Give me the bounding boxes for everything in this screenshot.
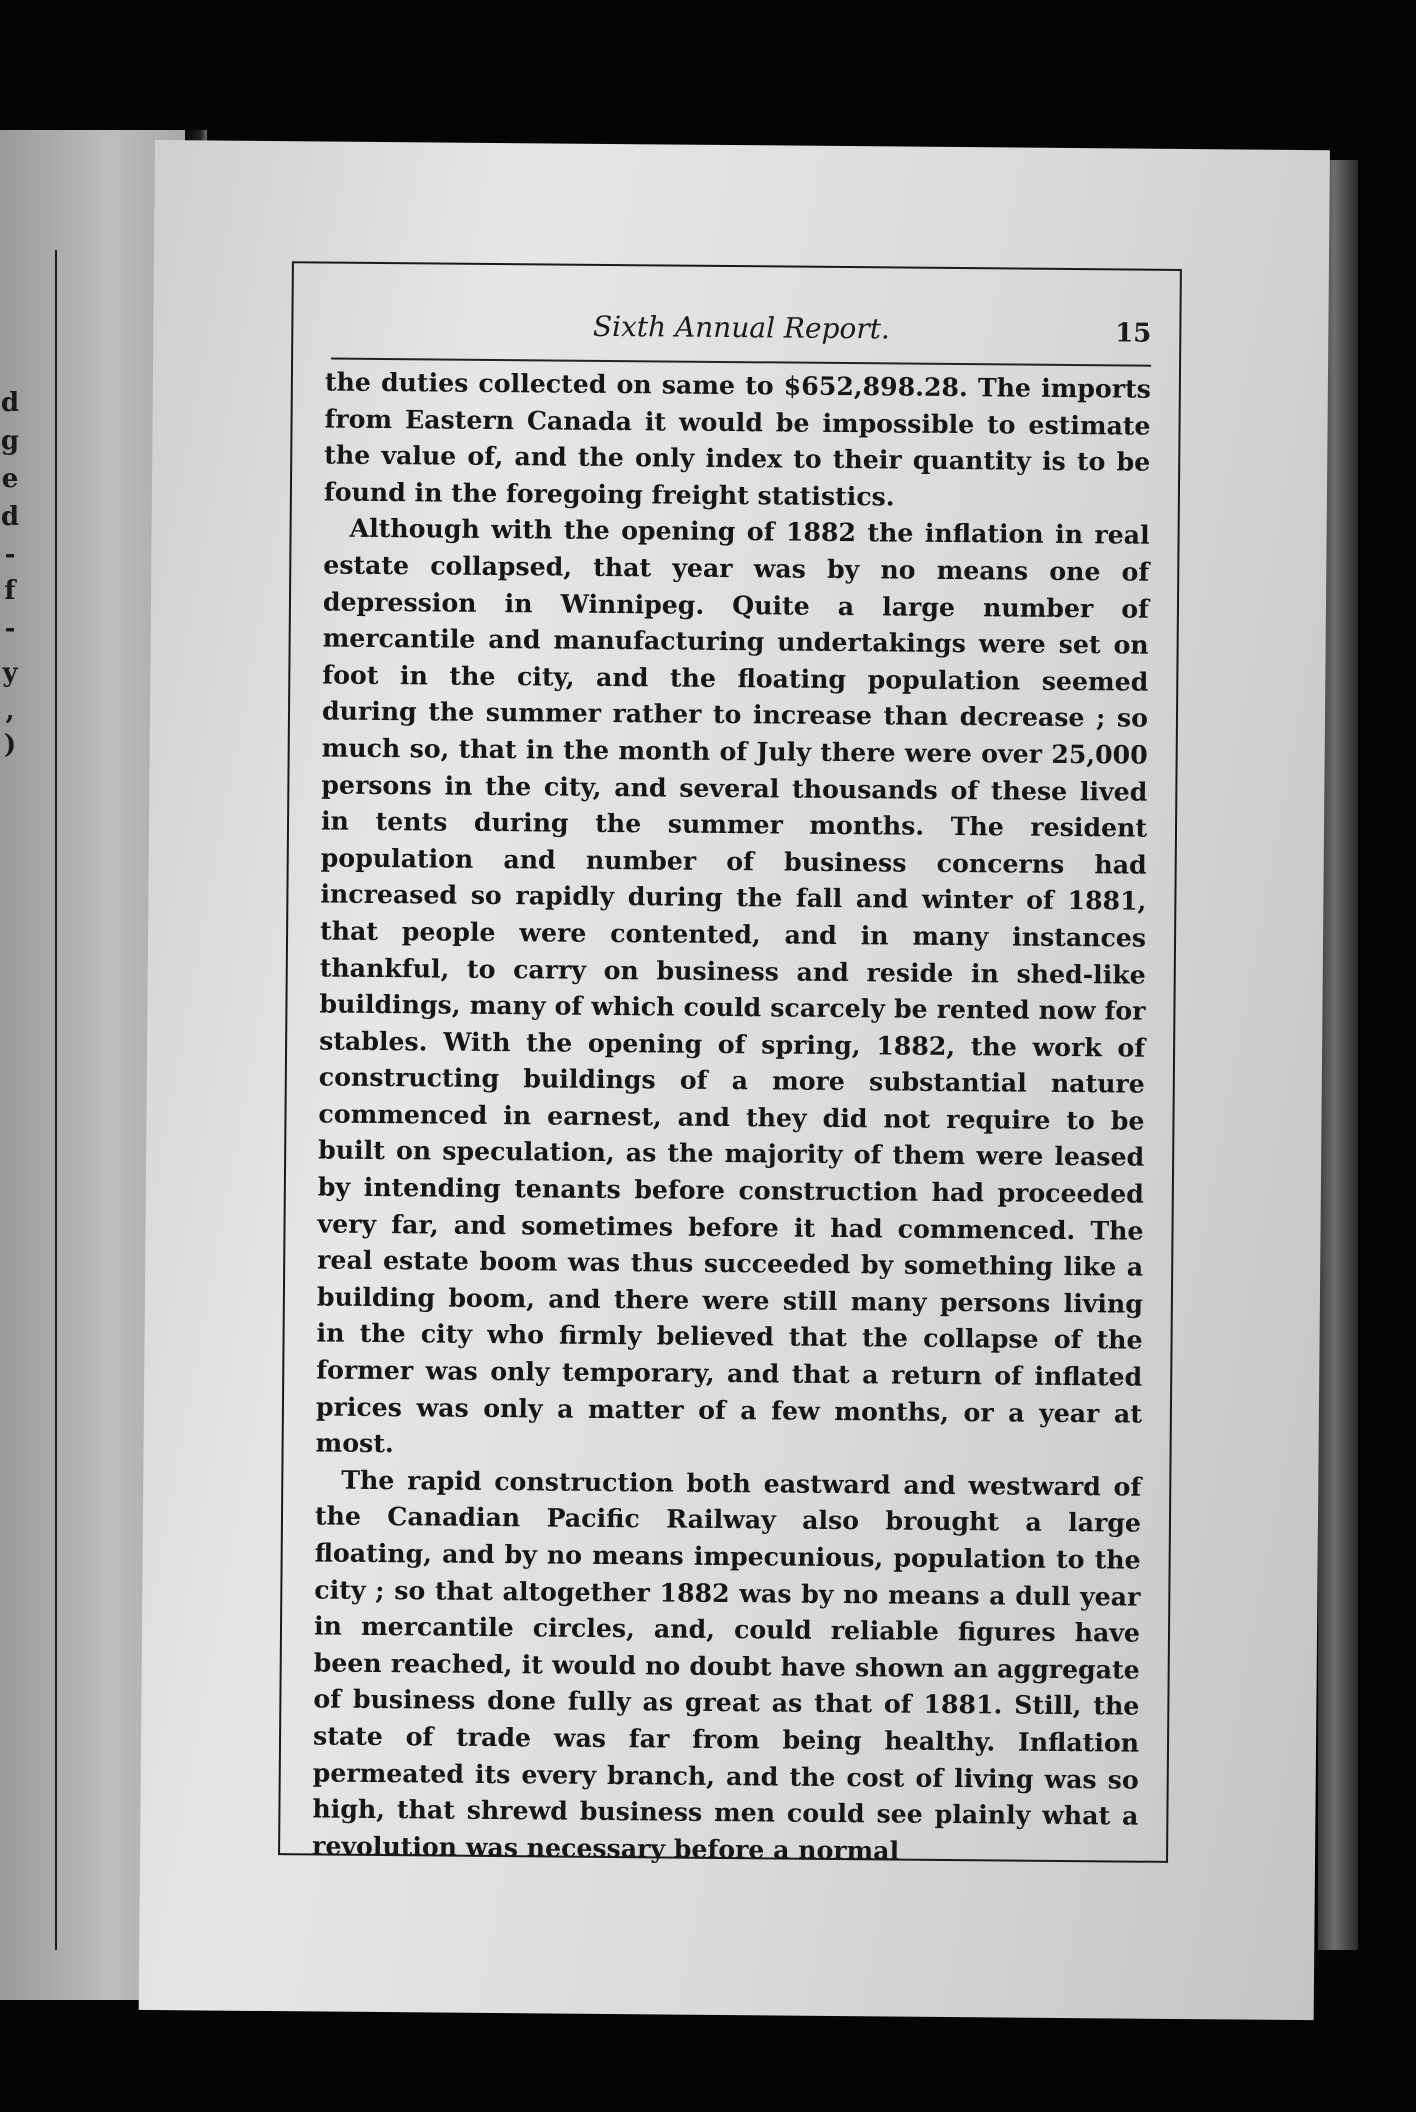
body-text (312, 363, 1151, 1870)
facing-page-letter: y (2, 658, 18, 688)
facing-page-rule (55, 250, 57, 1950)
facing-page-letter: - (4, 540, 16, 570)
facing-page-letter: - (4, 614, 16, 644)
facing-page-letter: g (0, 426, 20, 456)
paragraph: Although with the opening of 1882 the inflation in real estate collapsed, that year was by no means one of depression in Winnipeg. Quite a large number of mercantile and manufacturing undertakings were set on foot in the city, and the floating population seemed during the summer rather to increase than decrease ; so much so, that in the month of July there were over 25,000 persons in the city, and several thousands of these lived in tents during the summer months. The resident population and number of business concerns had increased so rapidly during the fall and winter of 1881, that people were contented, and in many instances thankful, to carry on business and reside in shed-like buildings, many of which could scarcely be rented now for stables. With the opening of spring, 1882, the work of constructing buildings of a more substantial nature commenced in earnest, and they did not require to be built on speculation, as the majority of them were leased by intending tenants before construction had proceeded very far, and sometimes before it had commenced. The real estate boom was thus succeeded by something like a building boom, and there were still many persons living in the city who firmly believed that the collapse of the former was only temporary, and that a return of inflated prices was only a matter of a few months, or a year at most. (315, 513, 1150, 1459)
paragraph: the duties collected on same to $652,898.28. The imports from Eastern Canada it would be impossible to estimate the value of, and the only index to their quantity is to be found in the foregoing freight statistics. (323, 366, 1151, 512)
facing-page-letter: d (0, 388, 20, 418)
scanned-page (139, 140, 1330, 2020)
facing-page-letter: e (1, 464, 19, 494)
facing-page-letter: ) (3, 730, 17, 760)
facing-page-letter: , (5, 696, 15, 726)
text-frame (278, 261, 1182, 1866)
facing-page-letter: d (0, 502, 20, 532)
paragraph: The rapid construction both eastward and westward of the Canadian Pacific Railway also brought a large floating, and by no means impecunious, population to the city ; so that altogether 1882 was by no means a dull year in mercantile circles, and, could reliable figures have been reached, it would no doubt have shown an aggregate of business done fully as great as that of 1881. Still, the state of trade was far from being healthy. Inflation permeated its every branch, and the cost of living was so high, that shrewd business men could see plainly what a revolution was necessary before a normal (311, 1464, 1142, 1866)
facing-page-letter: f (4, 576, 16, 606)
running-header (331, 302, 1151, 367)
page-number: 15 (1115, 318, 1152, 349)
running-title: Sixth Annual Report. (592, 309, 890, 346)
